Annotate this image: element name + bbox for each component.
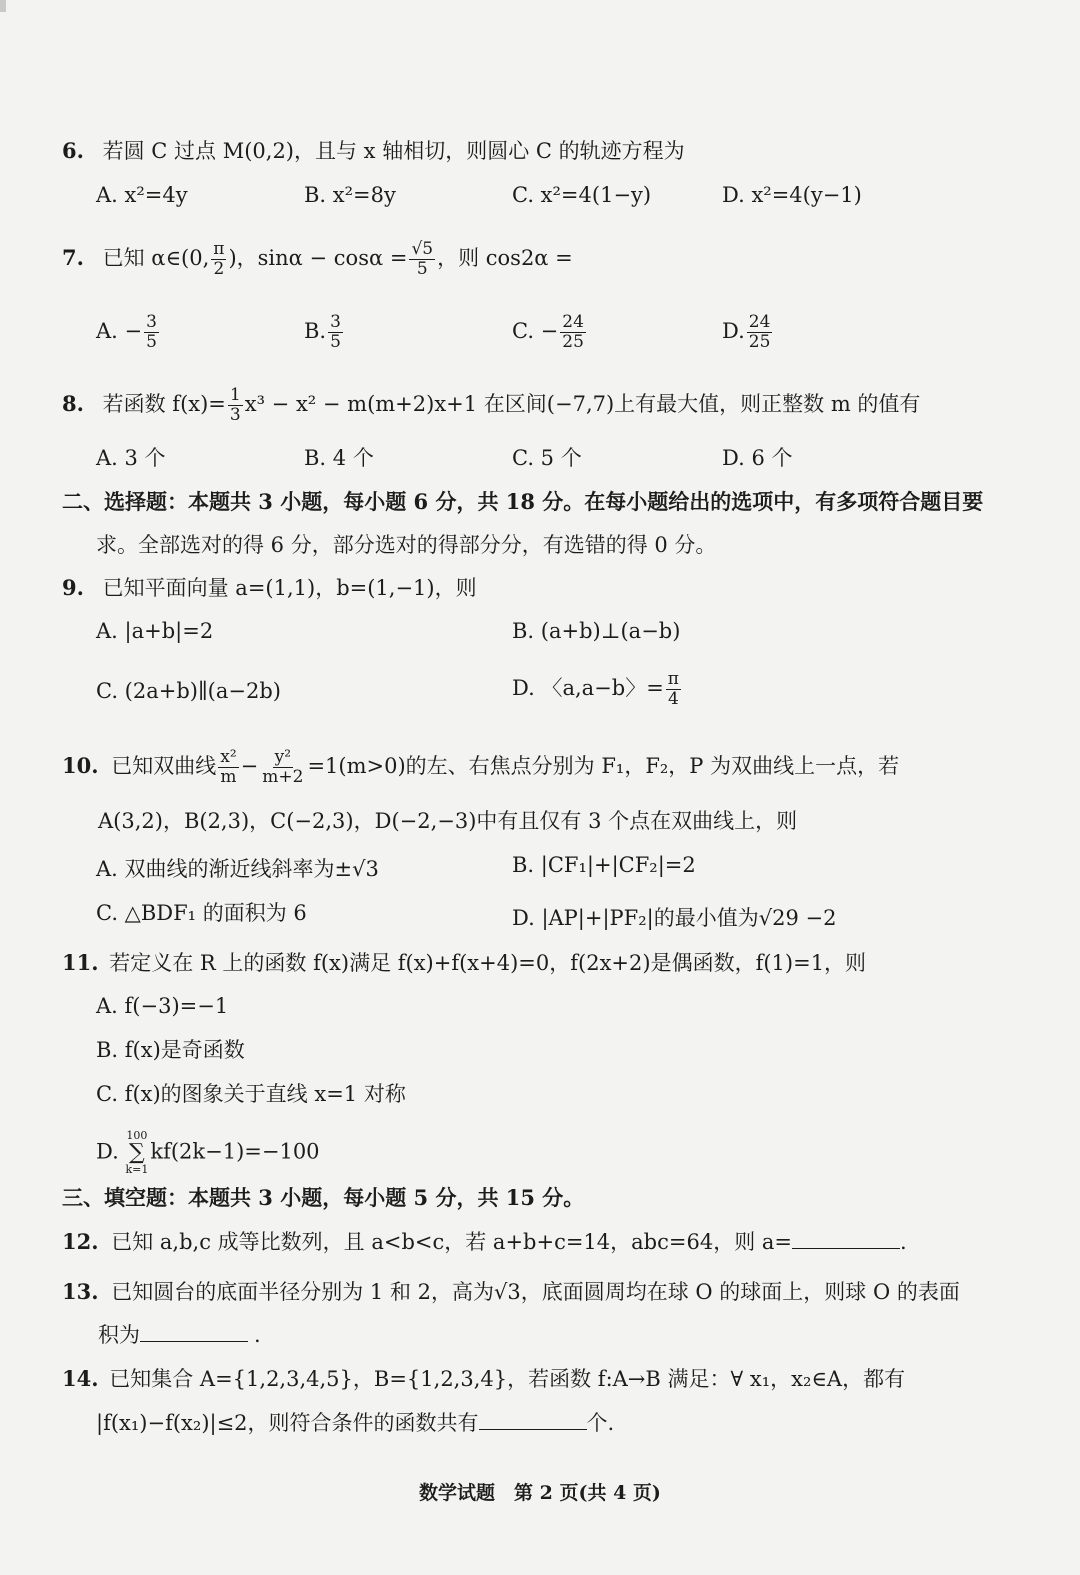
q10-x2-over-m [218, 748, 238, 787]
fraction-numerator: 3 [146, 312, 157, 332]
question-stem: 已知集合 A={1,2,3,4,5}，B={1,2,3,4}，若函数 f:A→B 满足：∀ x₁，x₂∈A，都有 [109, 1367, 906, 1391]
question-number: 7. [62, 245, 84, 270]
fraction-numerator: √5 [411, 239, 434, 259]
answer-blank[interactable] [792, 1228, 900, 1249]
q7-stem-pre: 已知 α∈(0, [102, 246, 210, 270]
question-number: 9. [62, 575, 84, 600]
q14-line-2 [96, 1408, 614, 1438]
question-stem-continued: 积为 [98, 1323, 140, 1347]
question-stem: 已知 a,b,c 成等比数列，且 a<b<c，若 a+b+c=14，abc=64，则 a= [111, 1230, 792, 1254]
q7-option-b [304, 313, 345, 352]
fraction-numerator: 24 [562, 312, 584, 332]
question-number: 8. [62, 391, 84, 416]
question-number: 11. [62, 950, 99, 975]
question-stem: 已知圆台的底面半径分别为 1 和 2，高为√3，底面圆周均在球 O 的球面上，则球 O 的表面 [111, 1280, 960, 1304]
question-stem-continued: |f(x₁)−f(x₂)|≤2，则符合条件的函数共有 [96, 1411, 479, 1435]
period: . [254, 1323, 261, 1347]
question-stem: 若定义在 R 上的函数 f(x)满足 f(x)+f(x+4)=0，f(2x+2)是偶函数，f(1)=1，则 [109, 951, 867, 975]
q11-option-b: B. f(x)是奇函数 [96, 1038, 245, 1062]
fraction-denominator: 4 [667, 689, 679, 709]
option-fraction [666, 670, 681, 709]
section-2-heading: 二、选择题：本题共 3 小题，每小题 6 分，共 18 分。在每小题给出的选项中，有多项符合题目要 [62, 489, 984, 514]
q13-line-2 [98, 1320, 261, 1350]
q9-option-d [512, 670, 683, 709]
fraction-numerator: 1 [229, 385, 241, 405]
q10-option-a: A. 双曲线的渐近线斜率为±√3 [96, 857, 379, 881]
option-label: D. [722, 319, 745, 343]
fraction-numerator: 3 [330, 312, 341, 332]
q10-option-c: C. △BDF₁ 的面积为 6 [96, 901, 307, 925]
q10-option-b: B. |CF₁|+|CF₂|=2 [512, 853, 696, 877]
section-3-heading: 三、填空题：本题共 3 小题，每小题 5 分，共 15 分。 [62, 1185, 585, 1210]
q8-option-c: C. 5 个 [512, 446, 582, 470]
question-7 [62, 240, 573, 279]
fraction-numerator: π [667, 669, 679, 689]
option-fraction [328, 313, 343, 352]
question-number: 13. [62, 1279, 99, 1304]
q7-pi-over-2 [211, 240, 226, 279]
fraction-denominator: 25 [748, 332, 771, 352]
fraction-denominator: 25 [562, 332, 584, 352]
question-8 [62, 386, 920, 425]
fraction-denominator: 5 [416, 259, 428, 279]
summation-body: kf(2k−1)=−100 [150, 1139, 320, 1164]
q7-option-c [512, 313, 588, 352]
fraction-numerator: y² [274, 747, 292, 767]
q10-y2-over-m2 [260, 748, 305, 787]
q11-option-d [96, 1130, 320, 1176]
fraction-numerator: x² [220, 747, 237, 767]
sum-upper-limit: 100 [126, 1129, 148, 1142]
option-fraction [144, 313, 159, 352]
period: . [900, 1230, 907, 1254]
q7-option-d [722, 313, 774, 352]
q11-option-c: C. f(x)的图象关于直线 x=1 对称 [96, 1082, 406, 1106]
option-label: D. 〈a,a−b〉= [512, 676, 664, 700]
q10-stem-post: =1(m>0)的左、右焦点分别为 F₁，F₂，P 为双曲线上一点，若 [307, 754, 900, 778]
question-number: 14. [62, 1366, 99, 1391]
fraction-numerator: 24 [748, 312, 771, 332]
q9-option-c: C. (2a+b)∥(a−2b) [96, 679, 281, 703]
q9-option-a: A. |a+b|=2 [96, 619, 214, 643]
q8-stem-post: x³ − x² − m(m+2)x+1 在区间(−7,7)上有最大值，则正整数 m 的值有 [244, 392, 921, 416]
q10-stem-line-2: A(3,2)，B(2,3)，C(−2,3)，D(−2,−3)中有且仅有 3 个点在双曲线上，则 [98, 809, 798, 833]
q6-option-b: B. x²=8y [304, 183, 396, 207]
fraction-denominator: 2 [213, 259, 225, 279]
q8-one-third [228, 386, 243, 425]
fraction-denominator: 5 [146, 332, 157, 352]
question-6 [62, 136, 685, 166]
unit-label: 个. [586, 1411, 615, 1435]
sigma-glyph: ∑ [129, 1140, 145, 1165]
q7-option-a [96, 313, 161, 352]
q7-root5-over-5 [409, 240, 435, 279]
fraction-denominator: 3 [229, 405, 241, 425]
q10-stem-pre: 已知双曲线 [111, 754, 217, 778]
question-number: 6. [62, 138, 84, 163]
question-13 [62, 1277, 960, 1307]
page-footer: 数学试题 第 2 页(共 4 页) [419, 1482, 661, 1504]
section-2-instructions: 求。全部选对的得 6 分，部分选对的得部分分，有选错的得 0 分。 [96, 533, 717, 557]
q10-option-d: D. |AP|+|PF₂|的最小值为√29 −2 [512, 906, 837, 930]
option-label: D. [96, 1139, 119, 1164]
q8-option-d: D. 6 个 [722, 446, 793, 470]
fraction-denominator: 5 [330, 332, 341, 352]
fraction-denominator: m+2 [262, 767, 304, 787]
question-number: 10. [62, 753, 99, 778]
fraction-denominator: m [220, 767, 237, 787]
q8-option-b: B. 4 个 [304, 446, 374, 470]
question-number: 12. [62, 1229, 99, 1254]
q6-option-a: A. x²=4y [96, 183, 188, 207]
q7-stem-post: ，则 cos2α = [437, 246, 573, 270]
option-fraction [747, 313, 773, 352]
question-stem: 若圆 C 过点 M(0,2)，且与 x 轴相切，则圆心 C 的轨迹方程为 [102, 139, 685, 163]
q6-option-c: C. x²=4(1−y) [512, 183, 652, 207]
q8-option-a: A. 3 个 [96, 446, 166, 470]
option-label: A. − [96, 319, 143, 343]
minus-sign: − [240, 754, 259, 778]
q8-stem-pre: 若函数 f(x)= [102, 392, 226, 416]
fraction-numerator: π [213, 239, 225, 259]
option-label: B. [304, 319, 327, 343]
question-11 [62, 948, 866, 978]
sum-lower-limit: k=1 [125, 1163, 149, 1176]
question-12 [62, 1227, 907, 1257]
summation-symbol [125, 1130, 148, 1176]
question-stem: 已知平面向量 a=(1,1)，b=(1,−1)，则 [102, 576, 477, 600]
answer-blank[interactable] [140, 1321, 248, 1342]
answer-blank[interactable] [479, 1409, 587, 1430]
q7-stem-mid: )，sinα − cosα = [228, 246, 408, 270]
question-14 [62, 1364, 905, 1394]
question-9 [62, 573, 477, 603]
option-label: C. − [512, 319, 559, 343]
option-fraction [560, 313, 586, 352]
q6-option-d: D. x²=4(y−1) [722, 183, 862, 207]
question-10 [62, 748, 899, 787]
q11-option-a: A. f(−3)=−1 [96, 994, 229, 1018]
scan-corner-mark [0, 0, 6, 12]
q9-option-b: B. (a+b)⊥(a−b) [512, 619, 681, 643]
